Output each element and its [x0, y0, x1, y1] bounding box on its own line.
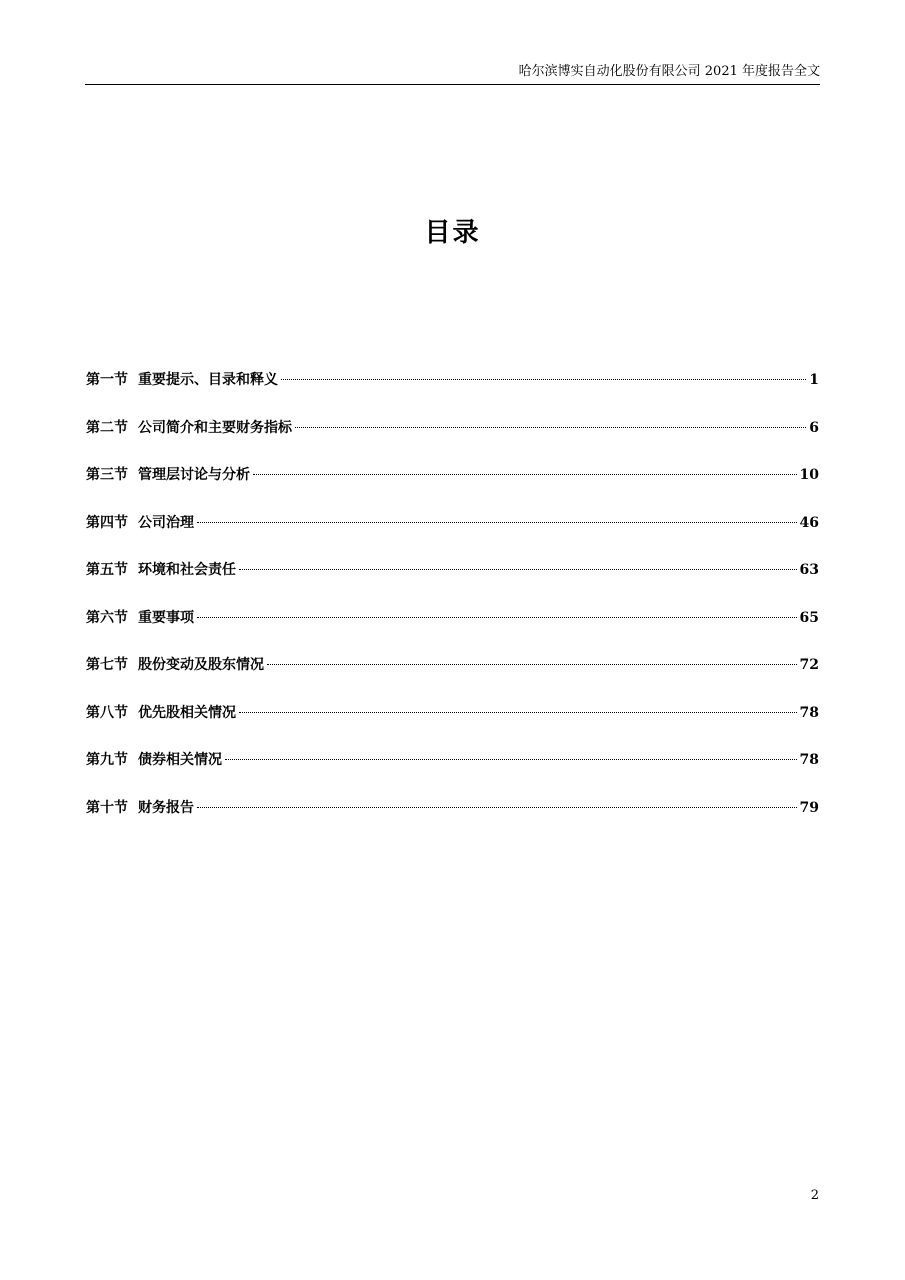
toc-page-number: 65: [799, 609, 819, 626]
toc-dot-leader: [197, 807, 797, 808]
toc-page-number: 63: [799, 562, 819, 578]
footer-page-number: 2: [810, 1188, 819, 1203]
toc-chapter: 第一节: [86, 372, 128, 388]
toc-page-number: 10: [799, 467, 819, 483]
toc-chapter: 第四节: [86, 514, 128, 531]
toc-dot-leader: [239, 712, 797, 713]
toc-chapter: 第二节: [86, 419, 128, 436]
toc-page-number: 6: [809, 419, 819, 436]
toc-page-number: 72: [799, 657, 819, 673]
toc-entry-title: 股份变动及股东情况: [138, 657, 264, 673]
toc-entry-5[interactable]: [86, 558, 819, 606]
toc-page-number: 79: [799, 799, 819, 816]
toc-chapter: 第六节: [86, 609, 128, 626]
toc-entry-title: 财务报告: [138, 799, 194, 816]
toc-page-number: 78: [799, 704, 819, 721]
toc-entry-title: 重要提示、目录和释义: [138, 372, 278, 388]
toc-dot-leader: [197, 522, 797, 523]
toc-chapter: 第八节: [86, 704, 128, 721]
table-of-contents: [86, 368, 819, 843]
toc-page-number: 78: [799, 752, 819, 768]
toc-entry-1[interactable]: [86, 368, 819, 416]
toc-entry-6[interactable]: [86, 606, 819, 654]
toc-dot-leader: [197, 617, 797, 618]
toc-title: 目录: [424, 218, 481, 248]
header-text: 哈尔滨博实自动化股份有限公司 2021 年度报告全文: [518, 64, 820, 79]
toc-chapter: 第九节: [86, 752, 128, 768]
toc-entry-10[interactable]: [86, 796, 819, 844]
toc-dot-leader: [225, 759, 797, 760]
toc-entry-4[interactable]: [86, 511, 819, 559]
toc-dot-leader: [295, 427, 806, 428]
toc-entry-title: 公司简介和主要财务指标: [138, 419, 292, 436]
toc-chapter: 第三节: [86, 467, 128, 483]
toc-entry-2[interactable]: [86, 416, 819, 464]
toc-chapter: 第七节: [86, 657, 128, 673]
toc-entry-7[interactable]: [86, 653, 819, 701]
toc-entry-title: 公司治理: [138, 514, 194, 531]
page-header: [85, 64, 820, 85]
toc-entry-8[interactable]: [86, 701, 819, 749]
toc-dot-leader: [239, 569, 797, 570]
toc-page-number: 46: [799, 514, 819, 531]
toc-dot-leader: [253, 474, 797, 475]
toc-page-number: 1: [809, 372, 819, 388]
toc-entry-title: 债券相关情况: [138, 752, 222, 768]
toc-entry-title: 环境和社会责任: [138, 562, 236, 578]
toc-entry-title: 管理层讨论与分析: [138, 467, 250, 483]
toc-dot-leader: [267, 664, 797, 665]
toc-chapter: 第十节: [86, 799, 128, 816]
toc-entry-title: 优先股相关情况: [138, 704, 236, 721]
toc-entry-title: 重要事项: [138, 609, 194, 626]
toc-dot-leader: [281, 379, 806, 380]
toc-entry-3[interactable]: [86, 463, 819, 511]
toc-chapter: 第五节: [86, 562, 128, 578]
toc-entry-9[interactable]: [86, 748, 819, 796]
